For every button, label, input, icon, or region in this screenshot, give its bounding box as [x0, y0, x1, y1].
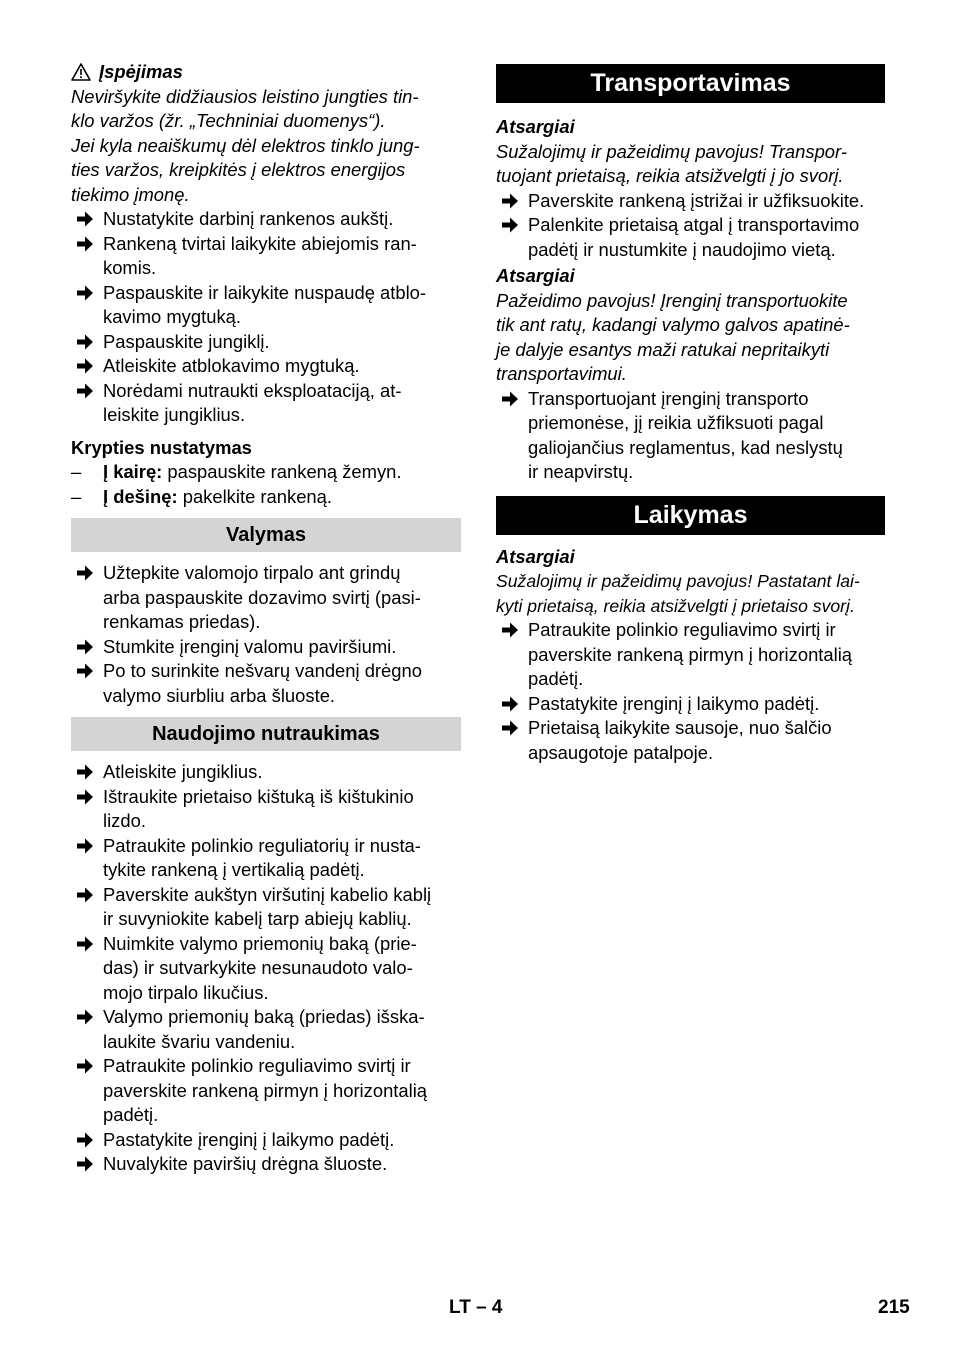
list-item: Pastatykite įrenginį į laikymo padėtį.	[71, 1128, 461, 1153]
arrow-right-icon	[75, 659, 95, 683]
stop-steps	[71, 760, 461, 1177]
left-column	[71, 60, 461, 1177]
arrow-right-icon	[500, 213, 520, 237]
list-item: Transportuojant įrenginį transporto priemonėse, jį reikia užfiksuoti pagal galiojančius reglamentus, kad neslystų ir neapvirstų.	[496, 387, 885, 485]
list-item: Atleiskite jungiklius.	[71, 760, 461, 785]
list-item: Užtepkite valomojo tirpalo ant grindų arba paspauskite dozavimo svirtį (pasi- renkamas priedas).	[71, 561, 461, 635]
direction-item-right: – Į dešinę: pakelkite rankeną.	[71, 485, 332, 507]
arrow-right-icon	[75, 785, 95, 809]
caution-text: Sužalojimų ir pažeidimų pavojus! Pastatant lai- kyti prietaisą, reikia atsižvelgti į prietaiso svorį.	[496, 571, 860, 616]
list-item: Po to surinkite nešvarų vandenį drėgno valymo siurbliu arba šluoste.	[71, 659, 461, 708]
list-item: Palenkite prietaisą atgal į transportavimo padėtį ir nustumkite į naudojimo vietą.	[496, 213, 885, 262]
caution-title: Atsargiai	[496, 265, 575, 286]
list-item: Patraukite polinkio reguliavimo svirtį ir paverskite rankeną pirmyn į horizontalią padėtį.	[71, 1054, 461, 1128]
arrow-right-icon	[75, 1128, 95, 1152]
arrow-right-icon	[75, 330, 95, 354]
list-item: Prietaisą laikykite sausoje, nuo šalčio apsaugotoje patalpoje.	[496, 716, 885, 765]
list-item: Ištraukite prietaiso kištuką iš kištukinio lizdo.	[71, 785, 461, 834]
list-item: Atleiskite atblokavimo mygtuką.	[71, 354, 461, 379]
section-heading-cleaning: Valymas	[71, 518, 461, 552]
arrow-right-icon	[75, 883, 95, 907]
list-item: Valymo priemonių baką (priedas) išska- laukite švariu vandeniu.	[71, 1005, 461, 1054]
list-item: Paverskite aukštyn viršutinį kabelio kablį ir suvyniokite kabelį tarp abiejų kablių.	[71, 883, 461, 932]
page-number: 215	[878, 1297, 910, 1318]
cleaning-steps	[71, 561, 461, 708]
arrow-right-icon	[500, 618, 520, 642]
arrow-right-icon	[500, 387, 520, 411]
arrow-right-icon	[500, 692, 520, 716]
arrow-right-icon	[75, 760, 95, 784]
arrow-right-icon	[75, 561, 95, 585]
arrow-right-icon	[500, 189, 520, 213]
section-heading-storage: Laikymas	[496, 496, 885, 535]
warning-triangle-icon	[71, 63, 91, 81]
arrow-right-icon	[75, 281, 95, 305]
arrow-right-icon	[75, 354, 95, 378]
list-item: Nuvalykite paviršių drėgna šluoste.	[71, 1152, 461, 1177]
arrow-right-icon	[75, 232, 95, 256]
list-item: Norėdami nutraukti eksploataciją, at- leiskite jungiklius.	[71, 379, 461, 428]
arrow-right-icon	[75, 207, 95, 231]
arrow-right-icon	[75, 1054, 95, 1078]
caution-text: Sužalojimų ir pažeidimų pavojus! Transpor- tuojant prietaisą, reikia atsižvelgti į jo svorį.	[496, 140, 847, 186]
caution-text: Pažeidimo pavojus! Įrenginį transportuokite tik ant ratų, kadangi valymo galvos apatinė- je dalyje esantys maži ratukai nepritaikyti transportavimui.	[496, 289, 850, 384]
caution-title: Atsargiai	[496, 116, 575, 137]
direction-heading: Krypties nustatymas	[71, 436, 252, 458]
arrow-right-icon	[75, 635, 95, 659]
footer-section-label: LT – 4	[449, 1297, 503, 1318]
list-item: Paverskite rankeną įstrižai ir užfiksuokite.	[496, 189, 885, 214]
list-item: Paspauskite jungiklį.	[71, 330, 461, 355]
warning-heading	[71, 60, 461, 85]
warning-text: Neviršykite didžiausios leistino jungties tin- klo varžos (žr. „Techniniai duomenys“). Jei kyla neaiškumų dėl elektros tinklo jung- ties varžos, kreipkitės į elektros energijos tiekimo įmonę.	[71, 85, 420, 205]
list-item: Paspauskite ir laikykite nuspaudę atblo- kavimo mygtuką.	[71, 281, 461, 330]
arrow-right-icon	[75, 379, 95, 403]
list-item: Patraukite polinkio reguliatorių ir nusta- tykite rankeną į vertikalią padėtį.	[71, 834, 461, 883]
section-heading-stop: Naudojimo nutraukimas	[71, 717, 461, 751]
arrow-right-icon	[75, 1005, 95, 1029]
caution-title: Atsargiai	[496, 545, 575, 567]
list-item: Pastatykite įrenginį į laikymo padėtį.	[496, 692, 885, 717]
section-heading-transport: Transportavimas	[496, 64, 885, 103]
arrow-right-icon	[75, 834, 95, 858]
arrow-right-icon	[500, 716, 520, 740]
list-item: Patraukite polinkio reguliavimo svirtį ir paverskite rankeną pirmyn į horizontalią padėtį.	[496, 618, 885, 692]
right-column	[496, 64, 885, 765]
list-item: Stumkite įrenginį valomu paviršiumi.	[71, 635, 461, 660]
direction-item-left: – Į kairę: paspauskite rankeną žemyn.	[71, 461, 402, 482]
arrow-right-icon	[75, 932, 95, 956]
list-item: Nuimkite valymo priemonių baką (prie- das) ir sutvarkykite nesunaudoto valo- mojo tirpalo likučius.	[71, 932, 461, 1006]
arrow-right-icon	[75, 1152, 95, 1176]
list-item: Rankeną tvirtai laikykite abiejomis ran- komis.	[71, 232, 461, 281]
warning-title: Įspėjimas	[99, 61, 183, 82]
operation-steps	[71, 207, 461, 428]
list-item: Nustatykite darbinį rankenos aukštį.	[71, 207, 461, 232]
